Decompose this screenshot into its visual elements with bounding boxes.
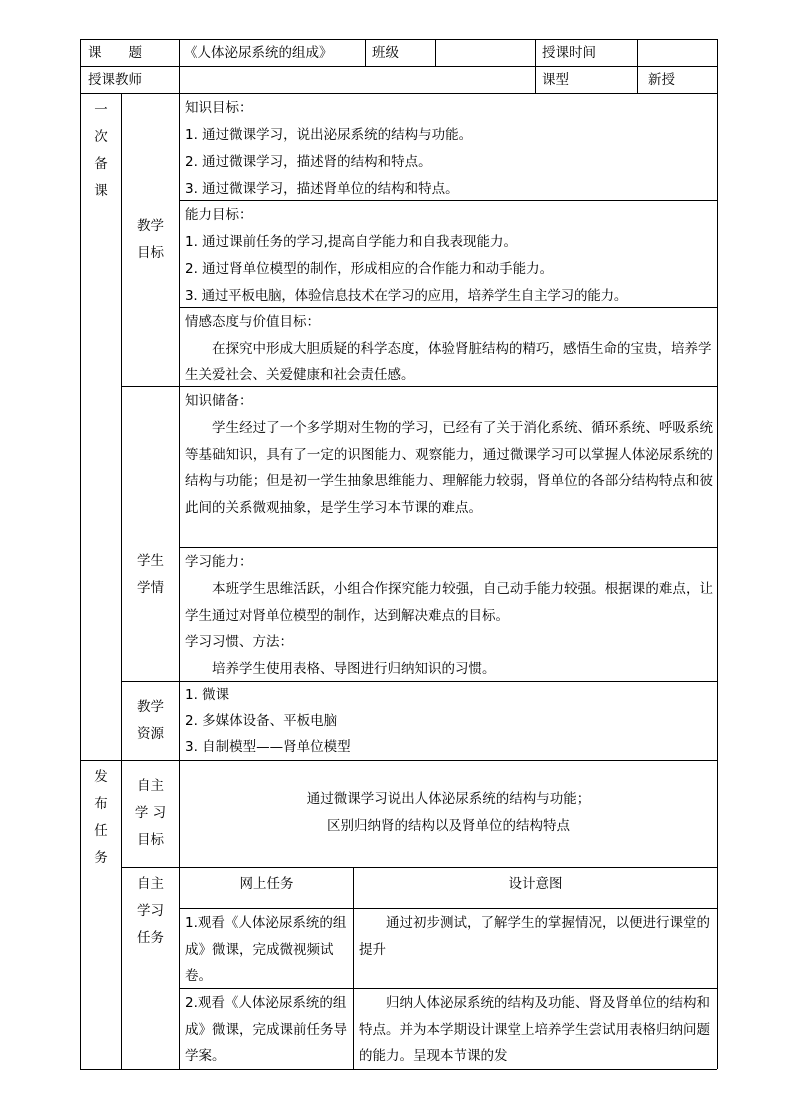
rule bbox=[121, 867, 717, 868]
list-item: 1. 微课 bbox=[185, 687, 230, 703]
list-item: 1. 通过课前任务的学习,提高自学能力和自我表现能力。 bbox=[185, 234, 517, 250]
learning-habit-text: 培养学生使用表格、导图进行归纳知识的习惯。 bbox=[212, 661, 496, 677]
class-value bbox=[436, 42, 534, 64]
ability-objectives-title: 能力目标： bbox=[185, 207, 253, 223]
ability-objectives bbox=[181, 202, 717, 306]
tasks-section-label: 发 布 任 务 bbox=[94, 769, 108, 866]
online-task-header: 网上任务 bbox=[239, 876, 294, 892]
list-item: 3. 通过平板电脑，体验信息技术在学习的应用，培养学生自主学习的能力。 bbox=[185, 288, 628, 304]
type-value: 新授 bbox=[648, 72, 675, 88]
rule bbox=[179, 39, 180, 1069]
list-item: 3. 通过微课学习，描述肾单位的结构和特点。 bbox=[185, 181, 459, 197]
rule bbox=[535, 39, 536, 93]
learning-ability-title: 学习能力： bbox=[185, 554, 253, 570]
emotion-objectives-title: 情感态度与价值目标： bbox=[185, 314, 320, 330]
rule bbox=[80, 66, 717, 67]
type-label: 课型 bbox=[542, 72, 569, 88]
time-label: 授课时间 bbox=[542, 45, 596, 61]
list-item: 1. 通过微课学习，说出泌尿系统的结构与功能。 bbox=[185, 127, 473, 143]
resources-label: 教学 资源 bbox=[137, 699, 164, 742]
class-label: 班级 bbox=[372, 45, 399, 61]
knowledge-reserve bbox=[181, 388, 717, 546]
learning-ability-text: 本班学生思维活跃，小组合作探究能力较强，自己动手能力较强。根据课的难点，让学生通过对肾单位模型的制作，达到解决难点的目标。 bbox=[185, 581, 713, 624]
emotion-objectives-text: 在探究中形成大胆质疑的科学态度，体验肾脏结构的精巧，感悟生命的宝贵，培养学生关爱社会、关爱健康和社会责任感。 bbox=[185, 341, 712, 383]
knowledge-reserve-title: 知识储备： bbox=[185, 393, 253, 409]
list-item: 2. 通过微课学习，描述肾的结构和特点。 bbox=[185, 154, 432, 170]
resources-list bbox=[181, 682, 717, 759]
rule bbox=[179, 547, 717, 548]
lesson-plan-table bbox=[80, 39, 717, 1069]
table-row-task: 2.观看《人体泌尿系统的组成》微课，完成课前任务导学案。 bbox=[185, 995, 347, 1064]
knowledge-objectives bbox=[181, 95, 717, 199]
list-item: 2. 通过肾单位模型的制作，形成相应的合作能力和动手能力。 bbox=[185, 261, 554, 277]
course-title: 《人体泌尿系统的组成》 bbox=[184, 45, 333, 61]
list-item: 2. 多媒体设备、平板电脑 bbox=[185, 713, 338, 729]
teacher-value bbox=[180, 69, 534, 91]
table-row-task: 1.观看《人体泌尿系统的组成》微课，完成微视频试卷。 bbox=[185, 915, 347, 984]
knowledge-reserve-text: 学生经过了一个多学期对生物的学习，已经有了关于消化系统、循环系统、呼吸系统等基础知识，具有了一定的识图能力、观察能力，通过微课学习可以掌握人体泌尿系统的结构与功能；但是初一学生抽象思维能力、理解能力较弱，肾单位的各部分结构特点和彼此间的关系微观抽象，是学生学习本节课的难点。 bbox=[185, 420, 713, 516]
self-study-goal-label: 自主 学 习 目标 bbox=[134, 778, 167, 848]
rule bbox=[80, 39, 717, 40]
self-study-goal bbox=[180, 786, 717, 846]
teacher-label: 授课教师 bbox=[88, 72, 142, 88]
students-label: 学生 学情 bbox=[137, 553, 164, 596]
table-row-intent: 归纳人体泌尿系统的结构及功能、肾及肾单位的结构和特点。并为本学期设计课堂上培养学生尝试用表格归纳问题的能力。呈现本节课的发 bbox=[359, 995, 710, 1064]
rule bbox=[179, 908, 717, 909]
knowledge-objectives-title: 知识目标： bbox=[185, 100, 253, 116]
time-value bbox=[638, 42, 716, 64]
objectives-label: 教学 目标 bbox=[137, 218, 164, 261]
goal-line: 通过微课学习说出人体泌尿系统的结构与功能； bbox=[306, 791, 591, 807]
prep-section-label: 一 次 备 课 bbox=[94, 102, 108, 199]
rule bbox=[365, 39, 366, 66]
goal-line: 区别归纳肾的结构以及肾单位的结构特点 bbox=[327, 818, 570, 834]
learning-ability bbox=[181, 549, 717, 680]
list-item: 3. 自制模型——肾单位模型 bbox=[185, 739, 351, 755]
design-intent-header: 设计意图 bbox=[508, 876, 563, 892]
self-study-task-label: 自主 学习 任务 bbox=[137, 876, 164, 946]
rule bbox=[80, 93, 717, 94]
course-label: 课 题 bbox=[88, 45, 142, 61]
table-row-intent: 通过初步测试，了解学生的掌握情况，以便进行课堂的提升 bbox=[359, 915, 710, 958]
rule bbox=[80, 760, 717, 761]
rule bbox=[179, 988, 717, 989]
rule bbox=[717, 39, 718, 1069]
rule bbox=[80, 1069, 717, 1070]
emotion-objectives bbox=[181, 309, 717, 385]
learning-habit-title: 学习习惯、方法： bbox=[185, 634, 293, 650]
